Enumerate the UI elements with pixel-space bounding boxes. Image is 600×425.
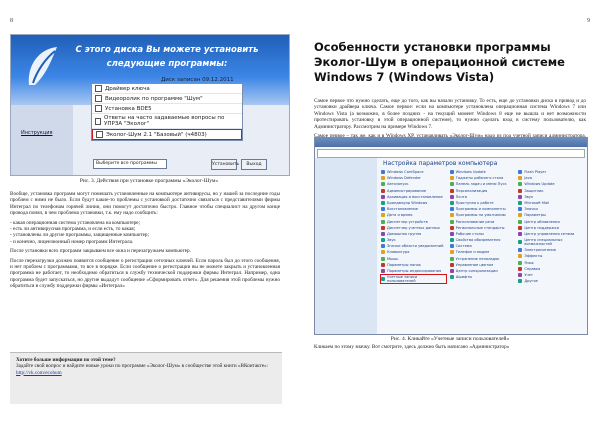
- control-panel-item[interactable]: [518, 248, 583, 252]
- eco-logo-icon: [25, 45, 59, 91]
- control-panel-item-label: Windows Defender: [387, 176, 421, 181]
- applet-icon: [450, 226, 454, 230]
- control-panel-heading: Настройка параметров компьютера: [383, 160, 498, 167]
- control-panel-item-label: Значки: [524, 207, 538, 212]
- control-panel-item[interactable]: [450, 207, 515, 211]
- control-panel-item[interactable]: [450, 238, 515, 242]
- section-title: Особенности установки программы Эколог-Шум в операционной системе Windows 7 (Windows Vista): [314, 40, 565, 84]
- control-panel-item-label: Диспетчер учетных данных: [387, 225, 440, 230]
- control-panel-item[interactable]: [381, 176, 446, 180]
- vk-link[interactable]: http://vk.com/ecohum: [16, 369, 62, 376]
- install-button[interactable]: Установить: [211, 159, 237, 170]
- applet-icon: [518, 195, 522, 199]
- control-panel-item-label: Центр управления сетями: [524, 231, 575, 236]
- applet-icon: [518, 267, 522, 271]
- control-panel-item-label: Значки области уведомлений: [387, 244, 444, 249]
- control-panel-item[interactable]: [518, 195, 583, 199]
- program-item[interactable]: Ответы на часто задаваемые вопросы по УПРЗА "Эколог": [92, 114, 242, 129]
- control-panel-item[interactable]: [450, 170, 515, 174]
- applet-icon: [381, 277, 385, 281]
- applet-icon: [381, 201, 385, 205]
- control-panel-item[interactable]: [518, 207, 583, 211]
- exit-button[interactable]: Выход: [241, 159, 267, 170]
- applet-icon: [381, 226, 385, 230]
- control-panel-item-label: Система: [455, 244, 472, 249]
- control-panel-item-label: Программы по умолчанию: [455, 213, 506, 218]
- item-column: [381, 170, 446, 330]
- control-panel-item[interactable]: [518, 176, 583, 180]
- control-panel-item[interactable]: [518, 261, 583, 265]
- control-panel-item[interactable]: [381, 232, 446, 236]
- applet-icon: [450, 257, 454, 261]
- applet-icon: [450, 207, 454, 211]
- control-panel-item-label: Шрифты: [455, 275, 473, 280]
- control-panel-item-label: Учетные записи пользователей: [387, 275, 418, 284]
- control-panel-item-label: Параметры индексирования: [387, 269, 442, 273]
- applet-icon: [518, 232, 522, 236]
- applet-icon: [381, 238, 385, 242]
- control-panel-item-label: Flash Player: [524, 170, 547, 174]
- control-panel-item-label: Дата и время: [387, 213, 413, 218]
- control-panel-item[interactable]: [450, 213, 515, 217]
- page-number: 9: [587, 18, 590, 24]
- control-panel-item[interactable]: [518, 170, 583, 174]
- control-panel-item[interactable]: [381, 213, 446, 217]
- applet-icon: [450, 182, 454, 186]
- control-panel-item-label: Центр обновления: [524, 219, 560, 224]
- applet-icon: [450, 176, 454, 180]
- control-panel-item[interactable]: [381, 250, 446, 254]
- control-panel-item[interactable]: [518, 232, 583, 236]
- control-panel-item[interactable]: [518, 273, 583, 277]
- paragraph: Самое первое что нужно сделать, еще до того, как вы начали установку. То есть, еще до установки диска в привод и до установки драйвера ключа. Самое первое: если на компьютере установлена операционная система Windows 7 или Windows Vista (а возможно, в более поздних - на текущий момент Windows 8 еще не вышла и нет возможности протестировать установку в этой операционной системе), то нужно сделать вход в систему пользователю, как Администратору. Рассмотрим на примере Windows 7.: [314, 98, 586, 130]
- control-panel-item-label: Центр поддержки: [524, 225, 559, 230]
- control-panel-item[interactable]: [518, 189, 583, 193]
- applet-icon: [381, 170, 385, 174]
- control-panel-item[interactable]: [518, 213, 583, 217]
- control-panel-screenshot: [314, 137, 588, 335]
- control-panel-item[interactable]: [450, 269, 515, 273]
- select-programs-dropdown[interactable]: Выберите все программы: [93, 159, 167, 169]
- control-panel-item[interactable]: [381, 269, 446, 273]
- control-panel-item[interactable]: [518, 182, 583, 186]
- page-number: 8: [10, 18, 13, 24]
- control-panel-item-label: Телефон и модем: [455, 250, 490, 255]
- list-item: - есть ли антивирусная программа, и если есть, то какая;: [10, 226, 136, 233]
- applet-icon: [450, 195, 454, 199]
- applet-icon: [518, 240, 522, 244]
- control-panel-item[interactable]: [518, 201, 583, 205]
- applet-icon: [450, 232, 454, 236]
- control-panel-item[interactable]: [450, 232, 515, 236]
- control-panel-item-label: Java: [524, 176, 532, 181]
- applet-icon: [381, 195, 385, 199]
- control-panel-items: [381, 170, 583, 330]
- info-box: [10, 352, 282, 404]
- list-item: - и конечно, лицензионный номер программ Интеграла.: [10, 238, 134, 245]
- item-column: [450, 170, 515, 330]
- program-list: [91, 83, 243, 141]
- control-panel-item[interactable]: [450, 189, 515, 193]
- applet-icon: [381, 257, 385, 261]
- control-panel-item-label: Администрирование: [387, 188, 427, 193]
- info-heading: Хотите больше информации по этой теме?: [16, 357, 116, 363]
- control-panel-item-label: Язык: [524, 260, 534, 265]
- applet-icon: [518, 176, 522, 180]
- control-panel-item-label: Автозапуск: [387, 182, 409, 187]
- applet-icon: [450, 263, 454, 267]
- control-panel-item-label: Windows Update: [455, 170, 486, 174]
- instructions-link[interactable]: Инструкция: [21, 130, 53, 136]
- applet-icon: [450, 244, 454, 248]
- control-panel-item-label: Защитник: [524, 188, 544, 193]
- applet-icon: [381, 220, 385, 224]
- applet-icon: [450, 250, 454, 254]
- applet-icon: [518, 248, 522, 252]
- applet-icon: [450, 170, 454, 174]
- control-panel-item-label: Звук: [387, 238, 396, 243]
- paragraph: После перезагрузки должно появится сообщение о регистрации сеточных ключей. Если пароль был до этого сообщения, и нет проблем с программами, то все в порядке. Если сообщение о регистрации вы не можете закрыть и установленная программа не работает, то необходимо обратиться в службу технической поддержки фирмы Интеграл. Например, одна программа будет запускаться, но другие выдадут сообщение «Сформировать отчет». Для решения этой проблемы нужно обратиться в службу поддержки фирмы «Интеграл»: [10, 257, 280, 290]
- control-panel-item-label: Справка: [524, 266, 541, 271]
- control-panel-item[interactable]: [450, 244, 515, 248]
- control-panel-item-label: Звук: [524, 194, 534, 199]
- control-panel-item[interactable]: [381, 226, 446, 230]
- applet-icon: [450, 269, 454, 273]
- applet-icon: [381, 244, 385, 248]
- control-panel-item[interactable]: [381, 263, 446, 267]
- control-panel-item[interactable]: [450, 195, 515, 199]
- control-panel-item[interactable]: [381, 201, 446, 205]
- control-panel-item[interactable]: [518, 279, 583, 283]
- nav-pane: [315, 158, 377, 334]
- applet-icon: [518, 189, 522, 193]
- applet-icon: [518, 201, 522, 205]
- applet-icon: [381, 232, 385, 236]
- applet-icon: [518, 182, 522, 186]
- control-panel-item-label: Восстановление: [387, 207, 418, 212]
- applet-icon: [450, 220, 454, 224]
- footer-paragraph: Кликаем по этому значку. Вот смотрите, здесь должно быть написано «Администратор»: [314, 344, 510, 350]
- applet-icon: [518, 170, 522, 174]
- control-panel-item-label: Мышь: [387, 256, 399, 261]
- control-panel-item-label: Параметры: [524, 213, 546, 218]
- control-panel-item-label: Клавиатура: [387, 250, 410, 255]
- right-page: [300, 0, 600, 425]
- program-item-selected[interactable]: Эколог-Шум 2.1 "Базовый" (ч4803): [92, 129, 242, 140]
- control-panel-item-label: Центр синхронизации: [455, 269, 498, 273]
- checkbox-icon[interactable]: [95, 85, 102, 92]
- applet-icon: [518, 207, 522, 211]
- control-panel-item[interactable]: [518, 226, 583, 230]
- control-panel-item[interactable]: [381, 170, 446, 174]
- applet-icon: [518, 254, 522, 258]
- control-panel-item-label: Эффекты: [524, 254, 543, 259]
- paragraph: Вообще, установка программ могут помешать установленные на компьютере антивирусы, но у нашей за последние годы проблем с ними не было. Если будут какие-то проблемы с установкой достаточно связаться с представителями фирмы Интеграл по телефонам горячей линии, они помогут достаточно быстро. Главное чтобы специалист на другом конце провода понял, в чем проблема установки, т.к. ему надо сообщить:: [10, 191, 280, 217]
- info-text: Задайте свой вопрос и найдите новые уроки по программе «Эколог-Шум» в сообществе этой книги «ВКонтакте»:: [16, 363, 269, 370]
- applet-icon: [450, 189, 454, 193]
- applet-icon: [381, 176, 385, 180]
- control-panel-item-label: Рабочие столы: [455, 231, 484, 236]
- applet-icon: [518, 279, 522, 283]
- installer-screenshot: [10, 34, 290, 176]
- control-panel-item-label: Управление цветом: [455, 262, 494, 267]
- applet-icon: [381, 207, 385, 211]
- banner-line-1: С этого диска Вы можете установить: [75, 45, 259, 55]
- control-panel-item-label: Программы и компоненты: [455, 207, 506, 212]
- requirements-list: [10, 220, 280, 246]
- control-panel-item[interactable]: [381, 195, 446, 199]
- program-item[interactable]: Установка BDE5: [92, 104, 242, 114]
- control-panel-item-label: Региональные стандарты: [455, 225, 505, 230]
- control-panel-item[interactable]: [450, 176, 515, 180]
- checkbox-icon[interactable]: [95, 95, 102, 102]
- control-panel-item[interactable]: [381, 189, 446, 193]
- applet-icon: [518, 261, 522, 265]
- applet-icon: [381, 263, 385, 267]
- control-panel-item-label: Электропитание: [524, 248, 556, 253]
- control-panel-item[interactable]: [518, 238, 583, 246]
- applet-icon: [450, 213, 454, 217]
- window-titlebar: [315, 138, 587, 147]
- control-panel-item-label: Архивация и восстановление: [387, 194, 443, 199]
- control-panel-item[interactable]: [381, 257, 446, 261]
- list-item: - какая операционная система установлена на компьютере;: [10, 219, 141, 226]
- banner-line-2: следующие программы:: [106, 59, 228, 69]
- applet-icon: [518, 213, 522, 217]
- control-panel-item[interactable]: [450, 201, 515, 205]
- control-panel-item[interactable]: [381, 182, 446, 186]
- control-panel-item-label: Другое: [524, 279, 538, 284]
- list-item: - установлены ли другие программы, защищенные компьютер;: [10, 232, 149, 239]
- control-panel-item-label: Свойства обозревателя: [455, 238, 501, 243]
- control-panel-item-label: Windows CardSpace: [387, 170, 424, 174]
- control-panel-item-label: Приступая к работе: [455, 200, 494, 205]
- applet-icon: [450, 201, 454, 205]
- checkbox-icon[interactable]: [96, 131, 103, 138]
- disk-date: Диск записан 09.12.2011: [161, 77, 234, 83]
- control-panel-item[interactable]: [450, 263, 515, 267]
- control-panel-item-label: Гаджеты рабочего стола: [455, 176, 504, 181]
- checkbox-icon[interactable]: [95, 118, 101, 125]
- applet-icon: [381, 189, 385, 193]
- program-item[interactable]: Видеоролик по программе "Шум": [92, 94, 242, 104]
- control-panel-item-label: Устранение неполадок: [455, 256, 500, 261]
- control-panel-item-label: Центр специальных возможностей: [524, 238, 563, 247]
- left-body: [10, 191, 280, 293]
- program-item[interactable]: Драйвер ключа: [92, 84, 242, 94]
- control-panel-item-label: Домашняя группа: [387, 231, 422, 236]
- applet-icon: [450, 238, 454, 242]
- applet-icon: [381, 182, 385, 186]
- applet-icon: [381, 269, 385, 273]
- control-panel-item-label: Диспетчер устройств: [387, 219, 428, 224]
- item-column: [518, 170, 583, 330]
- control-panel-item[interactable]: [450, 250, 515, 254]
- control-panel-item[interactable]: [381, 220, 446, 224]
- applet-icon: [518, 226, 522, 230]
- control-panel-item[interactable]: [518, 220, 583, 224]
- control-panel-item[interactable]: [450, 226, 515, 230]
- control-panel-item-label: Персонализация: [455, 188, 488, 193]
- control-panel-item-label: Учет: [524, 273, 533, 277]
- installer-sidebar: [11, 105, 73, 175]
- applet-icon: [450, 275, 454, 279]
- control-panel-item[interactable]: [381, 238, 446, 242]
- paragraph: После установки всех программ закрываем все окна и перезагружаем компьютер.: [10, 248, 191, 255]
- control-panel-item[interactable]: [381, 275, 446, 283]
- applet-icon: [518, 273, 522, 277]
- address-bar[interactable]: [317, 149, 585, 158]
- control-panel-item[interactable]: [450, 182, 515, 186]
- applet-icon: [518, 220, 522, 224]
- figure-caption: Рис. 4. Кликайте «Учетные записи пользователей»: [390, 336, 510, 342]
- control-panel-item[interactable]: [450, 275, 515, 279]
- control-panel-item-label: Параметры папок: [387, 262, 421, 267]
- control-panel-item[interactable]: [450, 257, 515, 261]
- control-panel-item-label: Microsoft Mail: [524, 200, 550, 205]
- control-panel-item[interactable]: [450, 220, 515, 224]
- control-panel-item[interactable]: [381, 207, 446, 211]
- control-panel-item-label: Почта: [455, 194, 467, 199]
- applet-icon: [381, 250, 385, 254]
- control-panel-item[interactable]: [518, 267, 583, 271]
- control-panel-item-label: Windows Update: [524, 182, 555, 187]
- control-panel-item[interactable]: [518, 254, 583, 258]
- control-panel-item-label: Брандмауэр Windows: [387, 200, 428, 205]
- control-panel-item-label: Панель задач и меню Пуск: [455, 182, 507, 187]
- control-panel-item-label: Распознавание речи: [455, 219, 495, 224]
- control-panel-item[interactable]: [381, 244, 446, 248]
- applet-icon: [381, 213, 385, 217]
- figure-caption: Рис. 3. Действия при установке программы «Эколог-Шум»: [79, 178, 219, 184]
- checkbox-icon[interactable]: [95, 105, 102, 112]
